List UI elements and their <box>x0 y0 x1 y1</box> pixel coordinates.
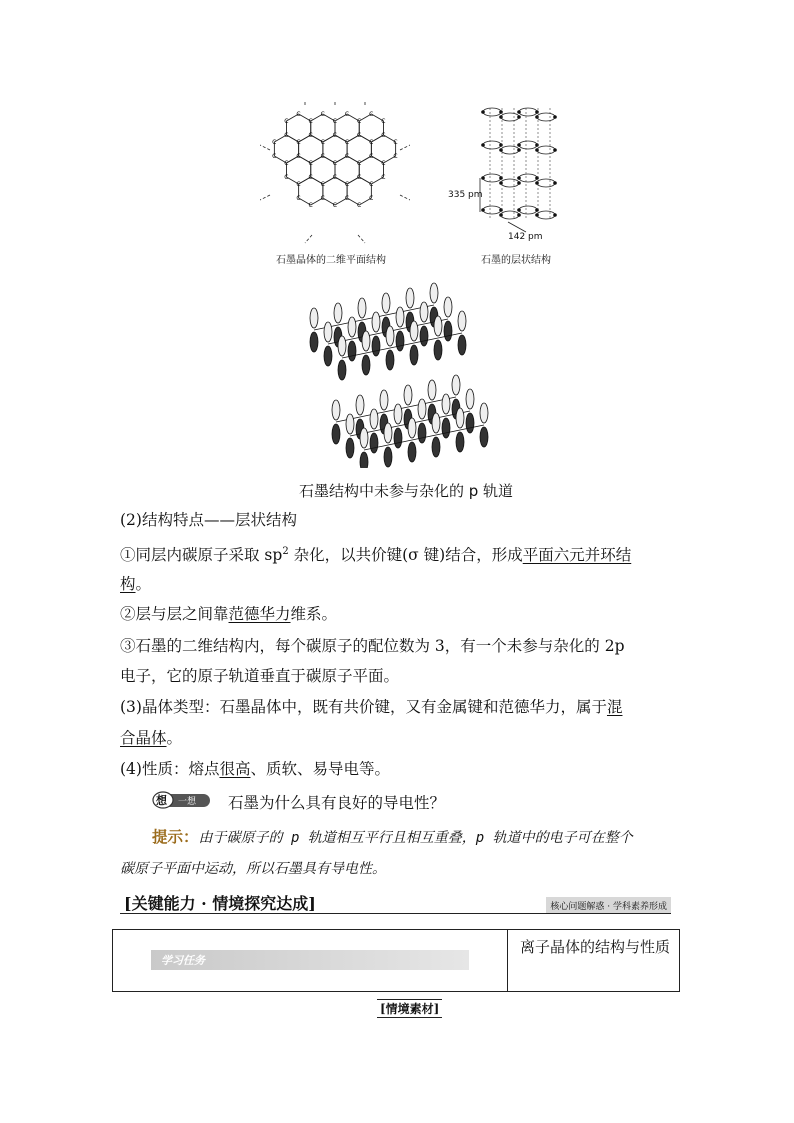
p-orbital-lobe-lower <box>386 350 394 370</box>
point-1-text: ①同层内碳原子采取 sp <box>120 546 283 565</box>
section-header <box>120 891 671 915</box>
bond-stub <box>260 195 270 200</box>
bond-stub <box>400 145 410 150</box>
tip-text-2: 碳原子平面中运动，所以石墨具有导电性。 <box>120 861 386 877</box>
p-orbital-lobe-lower <box>442 418 450 438</box>
p-orbital-lobe-lower <box>456 432 464 452</box>
carbon-atom-label: C <box>381 118 386 126</box>
p-orbital-lobe-lower <box>348 341 356 361</box>
carbon-atom-label: C <box>332 174 338 182</box>
orbital-caption: 石墨结构中未参与杂化的 p 轨道 <box>299 482 514 500</box>
carbon-atom-label: C <box>272 153 277 161</box>
think-badge-char: 想 <box>156 794 167 807</box>
p-orbital-lobe-lower <box>458 335 466 355</box>
layer-ring <box>519 174 537 182</box>
p-orbital-lobe-upper <box>480 403 488 423</box>
p-orbital-lobe-lower <box>408 442 416 462</box>
section-rule <box>120 913 671 914</box>
p-orbital-lobe-lower <box>466 413 474 433</box>
p-orbital-figure <box>300 282 535 468</box>
p-orbital-lobe-lower <box>370 433 378 453</box>
p-orbital-lobe-lower <box>362 355 370 375</box>
carbon-atom-label: C <box>344 195 350 203</box>
properties-text-b: 、质软、易导电等。 <box>250 760 390 778</box>
carbon-atom-label: C <box>369 195 374 203</box>
layer-ring <box>537 211 555 219</box>
layer-ring <box>483 206 501 214</box>
p-orbital-lobe-lower <box>310 332 318 352</box>
crystal-type-line-1 <box>120 696 622 718</box>
sp2-superscript: 2 <box>282 546 289 557</box>
layer-ring <box>483 108 501 116</box>
point-3-line-1 <box>120 635 625 657</box>
p-orbital-lobe-upper <box>396 307 404 327</box>
carbon-atom-label: C <box>272 139 277 147</box>
layer-dim-horizontal: 142 pm <box>508 232 543 242</box>
layer-atom <box>517 181 521 185</box>
p-orbital-lobe-lower <box>396 331 404 351</box>
layer-atom <box>553 148 557 152</box>
heading-structure <box>120 509 297 531</box>
layer-atom <box>517 143 521 147</box>
learning-task-label: 学习任务 <box>161 954 205 967</box>
carbon-atom-label: C <box>320 153 325 161</box>
properties <box>120 758 390 780</box>
section-tag: 核心问题解惑 · 学科素养形成 <box>546 897 671 914</box>
layer-ring <box>519 206 537 214</box>
plane-caption: 石墨晶体的二维平面结构 <box>276 255 386 266</box>
crystal-type-text: (3)晶体类型：石墨晶体中，既有共价键，又有金属键和范德华力，属于 <box>120 698 607 716</box>
carbon-atom-label: C <box>369 153 374 161</box>
point-1-underline-2: 构 <box>120 575 136 593</box>
carbon-atom-label: C <box>357 202 362 210</box>
section-title: [关键能力 · 情境探究达成] <box>124 894 316 913</box>
carbon-atom-label: C <box>284 132 289 140</box>
p-orbital-lobe-lower <box>418 423 426 443</box>
p-orbital-lobe-upper <box>310 308 318 328</box>
carbon-atom-label: C <box>320 181 325 189</box>
p-orbital-lobe-upper <box>434 316 442 336</box>
carbon-atom-label: C <box>284 118 289 126</box>
dimension-line-horizontal <box>508 222 526 232</box>
layer-atom <box>481 110 485 114</box>
layer-ring <box>483 174 501 182</box>
carbon-atom-label: C <box>296 195 301 203</box>
p-orbital-lobe-lower <box>444 321 452 341</box>
p-orbital-lobe-upper <box>428 380 436 400</box>
carbon-atom-label: C <box>296 139 301 147</box>
p-orbital-lobe-lower <box>420 326 428 346</box>
layer-ring <box>483 141 501 149</box>
p-orbital-lobe-upper <box>410 321 418 341</box>
layer-atom <box>481 176 485 180</box>
carbon-atom-label: C <box>381 174 386 182</box>
point-1-line-2 <box>120 573 151 595</box>
point-1-text-b: 杂化，以共价键(σ 键)结合，形成 <box>288 546 523 565</box>
p-orbital-lobe-upper <box>370 409 378 429</box>
layer-atom <box>481 208 485 212</box>
p-orbital-lobe-upper <box>384 423 392 443</box>
bond-stub <box>358 235 365 243</box>
think-question <box>228 792 445 814</box>
carbon-atom-label: C <box>332 160 338 168</box>
layer-atom <box>553 115 557 119</box>
p-orbital-lobe-lower <box>432 437 440 457</box>
think-question-text: 石墨为什么具有良好的导电性？ <box>228 794 446 812</box>
layer-ring <box>501 113 519 121</box>
carbon-atom-label: C <box>296 153 301 161</box>
p-orbital-lobe-upper <box>324 322 332 342</box>
p-orbital-lobe-upper <box>358 298 366 318</box>
layer-ring <box>537 179 555 187</box>
heading-structure-text: (2)结构特点——层状结构 <box>120 511 297 529</box>
carbon-atom-label: C <box>308 132 313 140</box>
carbon-atom-label: C <box>357 118 362 126</box>
bond-stub <box>305 235 312 243</box>
layer-caption: 石墨的层状结构 <box>481 255 551 266</box>
p-orbital-lobe-lower <box>384 447 392 467</box>
p-orbital-lobe-lower <box>338 360 346 380</box>
crystal-type-underline: 混 <box>606 698 623 716</box>
point-3-line-2 <box>120 665 399 687</box>
p-orbital-lobe-upper <box>348 317 356 337</box>
tip-line-1 <box>152 826 633 849</box>
carbon-atom-label: C <box>344 181 350 189</box>
crystal-type-end: 。 <box>166 729 183 747</box>
p-orbital-lobe-upper <box>444 297 452 317</box>
p-orbital-lobe-upper <box>362 331 370 351</box>
layer-ring <box>537 113 555 121</box>
p-orbital-lobe-lower <box>324 346 332 366</box>
p-orbital-lobe-upper <box>442 394 450 414</box>
layer-atom <box>517 148 521 152</box>
carbon-atom-label: C <box>393 139 398 147</box>
p-orbital-lobe-lower <box>434 340 442 360</box>
p-orbital-lobe-lower <box>410 345 418 365</box>
properties-underline: 很高 <box>219 760 251 778</box>
layer-atom <box>517 208 521 212</box>
carbon-atom-label: C <box>369 111 374 119</box>
point-1-underline: 平面六元并环结 <box>522 546 632 565</box>
p-orbital-lobe-upper <box>382 293 390 313</box>
p-orbital-lobe-upper <box>452 375 460 395</box>
layer-atom <box>517 115 521 119</box>
point-1-line-1 <box>120 541 631 566</box>
p-orbital-lobe-upper <box>418 399 426 419</box>
layer-dim-vertical: 335 pm <box>448 190 483 200</box>
p-orbital-lobe-lower <box>480 427 488 447</box>
layer-ring <box>537 146 555 154</box>
carbon-atom-label: C <box>344 111 350 119</box>
carbon-atom-label: C <box>369 181 374 189</box>
point-3-text: ③石墨的二维结构内，每个碳原子的配位数为 3，有一个未参与杂化的 2p <box>120 637 625 655</box>
p-orbital-lobe-upper <box>458 311 466 331</box>
carbon-atom-label: C <box>332 132 338 140</box>
tip-label: 提示： <box>152 827 199 846</box>
table-divider <box>507 930 508 991</box>
point-1-end: 。 <box>135 575 152 593</box>
p-orbital-lobe-upper <box>334 303 342 323</box>
p-orbital-lobe-lower <box>372 336 380 356</box>
carbon-atom-label: C <box>320 111 325 119</box>
p-orbital-lobe-lower <box>332 424 340 444</box>
layer-ring <box>519 141 537 149</box>
p-orbital-lobe-upper <box>356 395 364 415</box>
crystal-type-line-2 <box>120 727 182 749</box>
layer-ring <box>519 108 537 116</box>
layer-atom <box>553 181 557 185</box>
p-orbital-lobe-upper <box>372 312 380 332</box>
carbon-atom-label: C <box>308 118 313 126</box>
carbon-atom-label: C <box>320 139 325 147</box>
graphite-plane-figure <box>260 100 410 245</box>
bond-stub <box>260 145 270 150</box>
p-orbital-lobe-upper <box>408 418 416 438</box>
layer-ring <box>501 146 519 154</box>
layer-atom <box>517 213 521 217</box>
think-badge-text: 一想 <box>178 797 197 807</box>
p-orbital-lobe-upper <box>406 288 414 308</box>
p-orbital-lobe-upper <box>432 413 440 433</box>
material-label: [情境素材] <box>377 999 442 1018</box>
learning-task-badge <box>151 950 469 970</box>
carbon-atom-label: C <box>357 174 362 182</box>
carbon-atom-label: C <box>308 160 313 168</box>
p-orbital-lobe-upper <box>380 390 388 410</box>
p-orbital-lobe-upper <box>360 428 368 448</box>
p-orbital-lobe-upper <box>466 389 474 409</box>
p-orbital-lobe-upper <box>456 408 464 428</box>
layer-ring <box>501 211 519 219</box>
tip-text: 由于碳原子的 p 轨道相互平行且相互重叠，p 轨道中的电子可在整个 <box>198 830 633 846</box>
layer-ring <box>501 179 519 187</box>
carbon-atom-label: C <box>332 202 338 210</box>
carbon-atom-label: C <box>296 181 301 189</box>
p-orbital-lobe-upper <box>394 404 402 424</box>
p-orbital-lobe-lower <box>394 428 402 448</box>
point-2-text: ②层与层之间靠 <box>120 605 229 623</box>
carbon-atom-label: C <box>308 202 313 210</box>
layer-atom <box>517 110 521 114</box>
point-3-text-2: 电子，它的原子轨道垂直于碳原子平面。 <box>120 667 400 685</box>
carbon-atom-label: C <box>357 132 362 140</box>
point-2 <box>120 603 337 625</box>
learning-task-table <box>112 929 680 992</box>
point-2-underline: 范德华力 <box>228 605 291 623</box>
carbon-atom-label: C <box>381 160 386 168</box>
p-orbital-lobe-lower <box>360 452 368 468</box>
carbon-atom-label: C <box>344 153 350 161</box>
carbon-atom-label: C <box>393 153 398 161</box>
crystal-type-underline-2: 合晶体 <box>120 729 167 747</box>
layer-atom <box>553 213 557 217</box>
p-orbital-lobe-upper <box>386 326 394 346</box>
graphite-layer-figure <box>440 100 570 248</box>
point-2-text-b: 维系。 <box>290 605 338 623</box>
learning-task-title: 离子晶体的结构与性质 <box>519 938 670 956</box>
carbon-atom-label: C <box>284 174 289 182</box>
p-orbital-lobe-upper <box>420 302 428 322</box>
carbon-atom-label: C <box>369 139 374 147</box>
p-orbital-lobe-upper <box>430 283 438 303</box>
carbon-atom-label: C <box>308 174 313 182</box>
carbon-atom-label: C <box>332 118 338 126</box>
layer-atom <box>481 143 485 147</box>
bond-stub <box>400 195 410 200</box>
carbon-atom-label: C <box>381 132 386 140</box>
carbon-atom-label: C <box>320 195 325 203</box>
carbon-atom-label: C <box>296 111 301 119</box>
p-orbital-lobe-upper <box>332 400 340 420</box>
carbon-atom-label: C <box>344 139 350 147</box>
carbon-atom-label: C <box>284 160 289 168</box>
layer-atom <box>517 176 521 180</box>
p-orbital-lobe-upper <box>404 385 412 405</box>
p-orbital-lobe-upper <box>346 414 354 434</box>
properties-text: (4)性质：熔点 <box>120 760 220 778</box>
p-orbital-lobe-upper <box>338 336 346 356</box>
tip-line-2 <box>120 857 386 880</box>
p-orbital-lobe-lower <box>346 438 354 458</box>
carbon-atom-label: C <box>357 160 362 168</box>
